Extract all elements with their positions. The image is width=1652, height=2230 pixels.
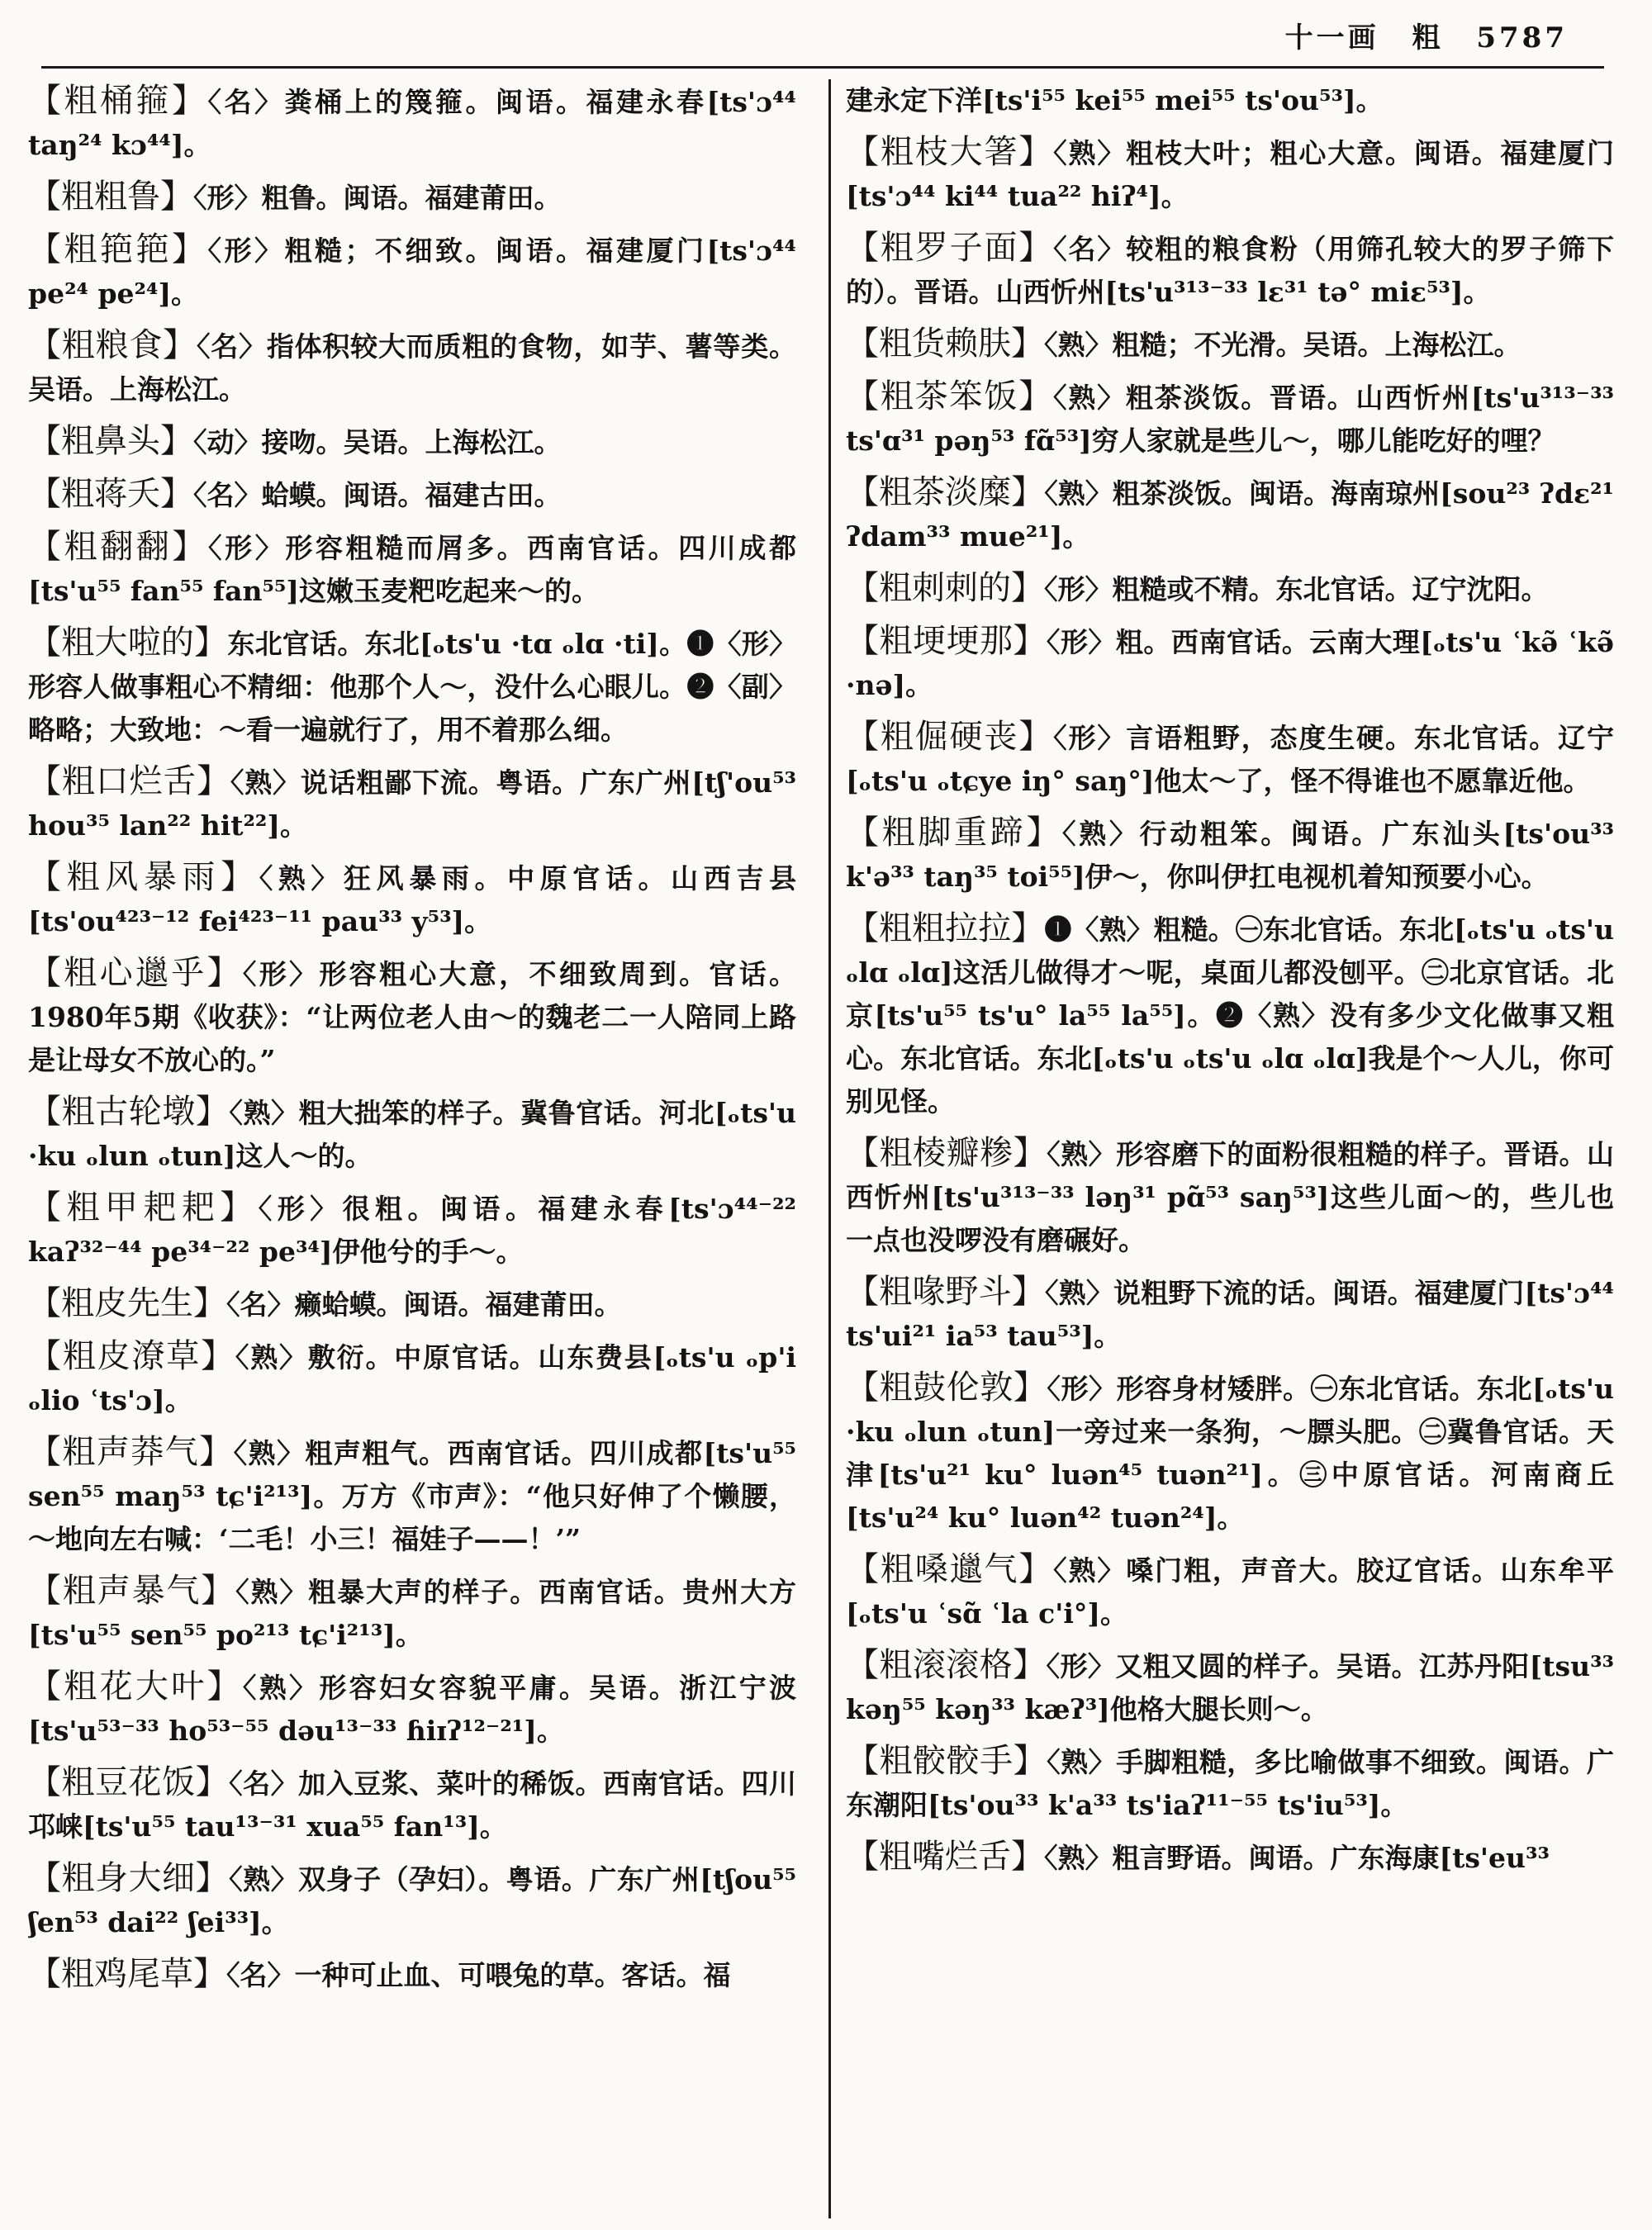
continued-text: 建永定下洋[ts'i⁵⁵ kei⁵⁵ mei⁵⁵ ts'ou⁵³]。	[846, 84, 1384, 116]
entry-definition: 〈形〉很粗。闽语。福建永春[ts'ɔ⁴⁴⁻²² kaʔ³²⁻⁴⁴ pe³⁴⁻²² pe³⁴]伊他兮的手～。	[28, 1193, 796, 1268]
dictionary-entry	[846, 1132, 1614, 1262]
entry-headword: 【粗埂埂那】	[846, 622, 1047, 660]
entry-definition: 〈形〉粗。西南官话。云南大理[ₒts'u ʿkə̃ ʿkə̃ ·nə]。	[846, 626, 1614, 701]
entry-definition: 〈熟〉粗声粗气。西南官话。四川成都[ts'u⁵⁵ sen⁵⁵ maŋ⁵³ tɕ'i²¹³]。万方《市声》：“他只好伸了个懒腰，～地向左右喊：‘二毛！小三！福娃子——！’”	[28, 1437, 796, 1555]
entry-headword: 【粗皮潦草】	[28, 1337, 235, 1375]
entry-headword: 【粗棱瓣糁】	[846, 1134, 1047, 1172]
dictionary-entry	[846, 1739, 1614, 1827]
entry-headword: 【粗脚重蹄】	[846, 814, 1063, 852]
entry-headword: 【粗口烂舌】	[28, 762, 230, 800]
entry-definition: 〈名〉癞蛤蟆。闽语。福建莆田。	[226, 1288, 622, 1321]
entry-headword: 【粗甲耙耙】	[28, 1189, 259, 1226]
entry-definition: 〈形〉粗糙；不细致。闽语。福建厦门[ts'ɔ⁴⁴ pe²⁴ pe²⁴]。	[28, 235, 796, 310]
dictionary-entry	[28, 1857, 796, 1944]
dictionary-entry	[28, 951, 796, 1082]
dictionary-entry	[846, 567, 1614, 611]
entry-definition: 〈形〉形容身材矮胖。㊀东北官话。东北[ₒts'u ·ku ₒlun ₒtun]一旁过来一条狗，～膘头肥。㊁冀鲁官话。天津[ts'u²¹ ku° luən⁴⁵ tuən²¹]。㊂中原官话。河南商丘[ts'u²⁴ ku° luən⁴² tuən²⁴]。	[846, 1373, 1614, 1534]
entry-definition: 〈形〉形容粗心大意，不细致周到。官话。1980年5期《收获》：“让两位老人由～的魏老二一人陪同上路是让母女不放心的。”	[28, 958, 796, 1076]
dictionary-entry	[846, 375, 1614, 463]
entry-headword: 【粗鼻头】	[28, 422, 193, 460]
entry-definition: 〈名〉指体积较大而质粗的食物，如芋、薯等类。吴语。上海松江。	[28, 330, 796, 406]
entry-definition: 〈熟〉粗大拙笨的样子。冀鲁官话。河北[ₒts'u ·ku ₒlun ₒtun]这人～的。	[28, 1097, 796, 1172]
entry-headword: 【粗嘴烂舌】	[846, 1838, 1044, 1876]
dictionary-entry	[846, 1548, 1614, 1635]
entry-headword: 【粗粗拉拉】	[846, 909, 1045, 947]
section-label: 十一画	[1284, 21, 1379, 55]
entry-headword: 【粗古轮墩】	[28, 1093, 230, 1131]
right-column	[846, 79, 1614, 2218]
entry-definition: 〈熟〉双身子（孕妇）。粤语。广东广州[tʃou⁵⁵ ʃen⁵³ dai²² ʃei³³]。	[28, 1863, 796, 1938]
entry-headword: 【粗茶淡糜】	[846, 473, 1045, 511]
dictionary-entry	[846, 471, 1614, 558]
entry-headword: 【粗倔硬丧】	[846, 718, 1054, 756]
entry-definition: 〈熟〉说话粗鄙下流。粤语。广东广州[tʃ'ou⁵³ hou³⁵ lan²² hit²²]。	[28, 766, 796, 842]
entry-definition: 〈熟〉狂风暴雨。中原官话。山西吉县[ts'ou⁴²³⁻¹² fei⁴²³⁻¹¹ pau³³ y⁵³]。	[28, 862, 796, 937]
entry-headword: 【粗心邋乎】	[28, 954, 243, 992]
dictionary-entry	[846, 811, 1614, 899]
dictionary-entry	[846, 907, 1614, 1123]
entry-headword: 【粗嗓邋气】	[846, 1550, 1054, 1588]
entry-headword: 【粗骹骹手】	[846, 1742, 1047, 1780]
entry-definition: 〈形〉言语粗野，态度生硬。东北官话。辽宁[ₒts'u ₒtɕye iŋ° saŋ°]他太～了，怪不得谁也不愿靠近他。	[846, 722, 1614, 797]
left-column	[28, 79, 796, 2218]
entry-definition: 〈熟〉手脚粗糙，多比喻做事不细致。闽语。广东潮阳[ts'ou³³ k'a³³ ts'iaʔ¹¹⁻⁵⁵ ts'iu⁵³]。	[846, 1746, 1614, 1821]
entry-headword: 【粗鸡尾草】	[28, 1955, 226, 1993]
entry-definition: 〈熟〉形容妇女容貌平庸。吴语。浙江宁波[ts'u⁵³⁻³³ ho⁵³⁻⁵⁵ dəu¹³⁻³³ ɦiɪʔ¹²⁻²¹]。	[28, 1672, 796, 1747]
entry-definition: 〈熟〉粗枝大叶；粗心大意。闽语。福建厦门[ts'ɔ⁴⁴ ki⁴⁴ tua²² hiʔ⁴]。	[846, 137, 1614, 212]
dictionary-entry	[28, 1665, 796, 1753]
dictionary-entry	[846, 130, 1614, 218]
dictionary-entry	[846, 322, 1614, 367]
entry-definition: 〈熟〉说粗野下流的话。闽语。福建厦门[ts'ɔ⁴⁴ ts'ui²¹ ia⁵³ tau⁵³]。	[846, 1277, 1614, 1352]
dictionary-entry	[28, 228, 796, 316]
entry-definition: 〈动〉接吻。吴语。上海松江。	[193, 426, 562, 458]
dictionary-entry	[846, 1366, 1614, 1540]
entry-definition: 〈熟〉粗茶淡饭。闽语。海南琼州[sou²³ ʔdɛ²¹ ʔdam³³ mue²¹]。	[846, 477, 1614, 553]
entry-headword: 【粗大啦的】	[28, 624, 228, 662]
header-rule	[41, 66, 1604, 69]
entry-headword: 【粗风暴雨】	[28, 858, 259, 896]
entry-headword: 【粗粗鲁】	[28, 178, 193, 216]
page-header	[0, 0, 1652, 63]
dictionary-entry	[28, 856, 796, 943]
entry-headword: 【粗粮食】	[28, 326, 197, 364]
head-char: 粗	[1412, 21, 1444, 55]
entry-definition: 〈名〉加入豆浆、菜叶的稀饭。西南官话。四川邛崃[ts'u⁵⁵ tau¹³⁻³¹ xua⁵⁵ fan¹³]。	[28, 1767, 796, 1843]
running-head	[1265, 15, 1568, 55]
column-divider	[828, 79, 831, 2218]
entry-definition: 〈熟〉粗暴大声的样子。西南官话。贵州大方[ts'u⁵⁵ sen⁵⁵ po²¹³ tɕ'i²¹³]。	[28, 1576, 796, 1651]
entry-headword: 【粗声莽气】	[28, 1433, 234, 1471]
entry-headword: 【粗豆花饭】	[28, 1763, 230, 1801]
dictionary-entry	[846, 1644, 1614, 1731]
dictionary-entry	[846, 715, 1614, 803]
page-number: 5787	[1476, 21, 1568, 55]
dictionary-entry	[846, 1270, 1614, 1358]
dictionary-entry	[28, 1952, 796, 1997]
entry-headword: 【粗花大叶】	[28, 1668, 243, 1706]
entry-headword: 【粗蒋夭】	[28, 475, 193, 513]
entry-definition: 〈熟〉敷衍。中原官话。山东费县[ₒts'u ₒp'i ₒlio ʿts'ɔ]。	[28, 1341, 796, 1416]
entry-headword: 【粗茶笨饭】	[846, 377, 1053, 415]
dictionary-entry	[28, 175, 796, 220]
entry-definition: 〈熟〉粗糙；不光滑。吴语。上海松江。	[1044, 329, 1521, 361]
entry-definition: 〈熟〉嗓门粗，声音大。胶辽官话。山东牟平[ₒts'u ʿsɑ̃ ʿla c'i°]。	[846, 1554, 1614, 1630]
entry-definition: 〈形〉粗鲁。闽语。福建莆田。	[193, 182, 562, 214]
entry-headword: 【粗声暴气】	[28, 1572, 236, 1610]
dictionary-entry	[28, 420, 796, 464]
dictionary-entry	[28, 472, 796, 517]
entry-definition: 〈熟〉粗茶淡饭。晋语。山西忻州[ts'u³¹³⁻³³ ts'ɑ³¹ pəŋ⁵³ fɑ̃⁵³]穷人家就是些儿～，哪儿能吃好的哩？	[846, 382, 1614, 457]
entry-headword: 【粗枝大箸】	[846, 133, 1054, 171]
entry-headword: 【粗喙野斗】	[846, 1273, 1045, 1311]
dictionary-entry	[28, 79, 796, 167]
dictionary-entry	[28, 1335, 796, 1422]
entry-definition: 〈形〉又粗又圆的样子。吴语。江苏丹阳[tsu³³ kəŋ⁵⁵ kəŋ³³ kæʔ³]他格大腿长则～。	[846, 1650, 1614, 1725]
dictionary-entry	[28, 1569, 796, 1657]
entry-headword: 【粗货赖肤】	[846, 325, 1044, 363]
entry-definition: 〈名〉一种可止血、可喂兔的草。客话。福	[226, 1959, 731, 1991]
entry-definition: 〈名〉蛤蟆。闽语。福建古田。	[193, 479, 562, 511]
entry-headword: 【粗桶箍】	[28, 82, 208, 120]
dictionary-entry	[28, 1761, 796, 1848]
entry-headword: 【粗翻翻】	[28, 528, 209, 566]
entry-definition: 〈熟〉粗言野语。闽语。广东海康[ts'eu³³	[1044, 1842, 1550, 1874]
entry-definition: 〈形〉形容粗糙而屑多。西南官话。四川成都[ts'u⁵⁵ fan⁵⁵ fan⁵⁵]这嫩玉麦粑吃起来～的。	[28, 532, 796, 607]
entry-headword: 【粗滚滚格】	[846, 1646, 1047, 1684]
entry-definition: 〈名〉粪桶上的篾箍。闽语。福建永春[ts'ɔ⁴⁴ taŋ²⁴ kɔ⁴⁴]。	[28, 86, 796, 161]
dictionary-entry	[846, 619, 1614, 707]
dictionary-entry	[28, 1431, 796, 1561]
entry-headword: 【粗罗子面】	[846, 229, 1054, 267]
dictionary-entry	[28, 1186, 796, 1274]
dictionary-entry	[28, 324, 796, 411]
dictionary-entry	[846, 1835, 1614, 1880]
entry-definition: 〈熟〉形容磨下的面粉很粗糙的样子。晋语。山西忻州[ts'u³¹³⁻³³ ləŋ³¹ pɑ̃⁵³ saŋ⁵³]这些儿面～的，些儿也一点也没啰没有磨碾好。	[846, 1138, 1614, 1256]
entry-definition: 〈名〉较粗的粮食粉（用筛孔较大的罗子筛下的）。晋语。山西忻州[ts'u³¹³⁻³³ lɛ³¹ tə° miɛ⁵³]。	[846, 233, 1614, 308]
entry-headword: 【粗筢筢】	[28, 230, 208, 268]
entry-headword: 【粗身大细】	[28, 1859, 230, 1897]
dictionary-entry	[28, 525, 796, 613]
dictionary-entry	[28, 621, 796, 752]
entry-headword: 【粗鼓伦敦】	[846, 1369, 1047, 1407]
entry-definition: 〈熟〉行动粗笨。闽语。广东汕头[ts'ou³³ k'ə³³ taŋ³⁵ toi⁵⁵]伊～，你叫伊扛电视机着知预要小心。	[846, 818, 1614, 893]
entry-definition: 〈形〉粗糙或不精。东北官话。辽宁沈阳。	[1044, 573, 1549, 605]
dictionary-entry	[28, 1282, 796, 1326]
dictionary-entry	[28, 760, 796, 847]
entry-definition: 东北官话。东北[ₒts'u ·tɑ ₒlɑ ·ti]。❶〈形〉形容人做事粗心不精细：他那个人～，没什么心眼儿。❷〈副〉略略；大致地：～看一遍就行了，用不着那么细。	[28, 628, 796, 746]
dictionary-entry	[846, 226, 1614, 314]
entry-headword: 【粗刺刺的】	[846, 569, 1044, 607]
entry-definition: ❶〈熟〉粗糙。㊀东北官话。东北[ₒts'u ₒts'u ₒlɑ ₒlɑ]这活儿做得才～呢，桌面儿都没刨平。㊁北京官话。北京[ts'u⁵⁵ ts'u° la⁵⁵ la⁵⁵]。❷〈熟〉没有多少文化做事又粗心。东北官话。东北[ₒts'u ₒts'u ₒlɑ ₒlɑ]我是个～人儿，你可别见怪。	[846, 913, 1614, 1117]
dictionary-entry	[28, 1090, 796, 1178]
entry-headword: 【粗皮先生】	[28, 1284, 226, 1322]
